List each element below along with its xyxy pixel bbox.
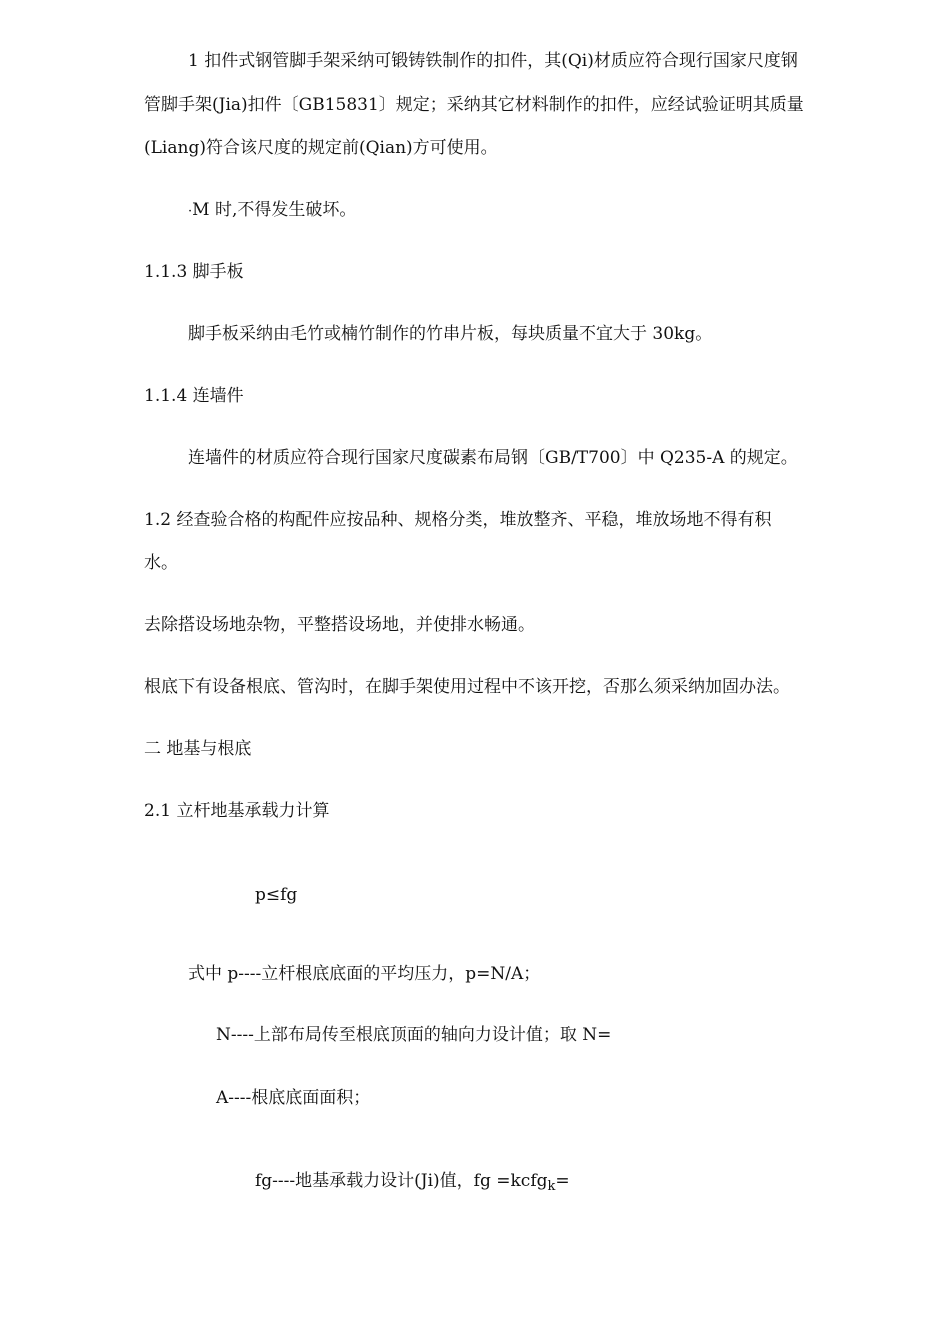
where-line-3: A----根底底面面积； <box>216 1088 371 1108</box>
paragraph-6: 去除搭设场地杂物，平整搭设场地，并使排水畅通。 <box>144 615 535 635</box>
paragraph-1-line-1: 1 扣件式钢管脚手架采纳可锻铸铁制作的扣件，其(Qi)材质应符合现行国家尺度钢 <box>188 51 798 71</box>
paragraph-5-line-2: 水。 <box>144 553 178 573</box>
paragraph-4: 连墙件的材质应符合现行国家尺度碳素布局钢〔GB/T700〕中 Q235-A 的规定。 <box>188 448 798 468</box>
paragraph-2 <box>188 199 356 223</box>
where-line-4-fg: fg <box>530 1171 548 1191</box>
where-line-4-subscript: k <box>547 1179 556 1194</box>
paragraph-5-line-1: 1.2 经查验合格的构配件应按品种、规格分类，堆放整齐、平稳，堆放场地不得有积 <box>144 510 772 530</box>
heading-2-1: 2.1 立杆地基承载力计算 <box>144 801 330 821</box>
heading-1-1-4: 1.1.4 连墙件 <box>144 386 244 406</box>
paragraph-3: 脚手板采纳由毛竹或楠竹制作的竹串片板，每块质量不宜大于 30kg。 <box>188 324 713 344</box>
paragraph-2-prefix: · <box>188 204 193 219</box>
paragraph-2-text: M 时,不得发生破坏。 <box>192 200 357 220</box>
paragraph-1-line-3: (Liang)符合该尺度的规定前(Qian)方可使用。 <box>144 138 498 158</box>
heading-2: 二 地基与根底 <box>144 739 252 759</box>
where-line-4 <box>255 1170 570 1194</box>
paragraph-1-line-2: 管脚手架(Jia)扣件〔GB15831〕规定；采纳其它材料制作的扣件，应经试验证明其质量 <box>144 95 804 115</box>
paragraph-7: 根底下有设备根底、管沟时，在脚手架使用过程中不该开挖，否那么须采纳加固办法。 <box>144 677 790 697</box>
where-line-2: N----上部布局传至根底顶面的轴向力设计值；取 N= <box>216 1025 612 1045</box>
heading-1-1-3: 1.1.3 脚手板 <box>144 262 244 282</box>
where-line-1: 式中 p----立杆根底底面的平均压力，p=N/A； <box>188 964 541 984</box>
where-line-4-main: fg----地基承载力设计(Ji)值，fg =kc <box>255 1171 531 1191</box>
where-line-4-equals: = <box>555 1171 570 1191</box>
formula: p≤fg <box>255 885 298 905</box>
